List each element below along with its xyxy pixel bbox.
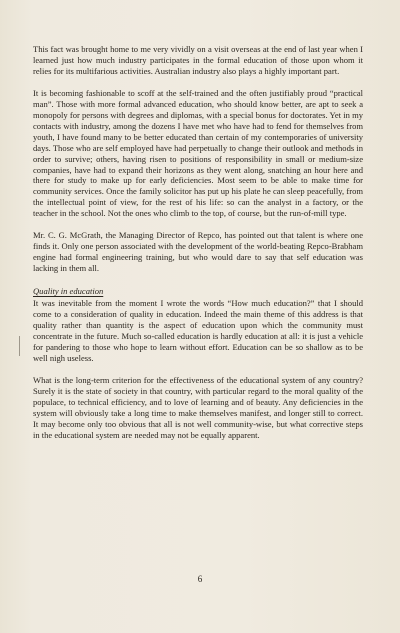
section-heading: Quality in education: [33, 286, 104, 297]
margin-mark: [19, 336, 20, 356]
paragraph-1: This fact was brought home to me very vividly on a visit overseas at the end of last year when I learned just how much industry participates in the formal education of those upon whom it relies for its multifarious activities. Australian industry also plays a highly important part.: [33, 44, 363, 76]
paragraph-2: It is becoming fashionable to scoff at the self-trained and the often justifiably proud “practical man”. Those with more formal advanced education, who should know better, are apt to seek a monopoly for persons with degrees and diplomas, with a special bonus for doctorates. Yet in my contacts with industry, among the dozens I have met who have had to fend for themselves from youth, I have found many to be better educated than certain of my contemporaries of university days. Those who are self employed have had perpetually to change their outlook and methods in order to survive; others, having risen to positions of responsibility in small or medium-size companies, have had to expand their horizons as they went along, snatching an hour here and there for study to make up for early deficiencies. Most seem to be able to make time for community services. Once the family solicitor has put up his plate he can sleep peacefully, from the intellectual point of view, for the rest of his life: so can the analyst in a factory, or the teacher in the school. Not the ones who climb to the top, of course, but the run-of-mill type.: [33, 87, 363, 219]
body-text: [33, 44, 363, 441]
section-paragraph-1: It was inevitable from the moment I wrote the words “How much education?” that I should come to a consideration of quality in education. Indeed the main theme of this address is that quality rather than quantity is the aspect of education upon which the community must concentrate in the future. Much so-called education is hardly education at all: it is just a vehicle for pandering to those who hope to learn without effort. Education can be so shallow as to be well nigh useless.: [33, 298, 363, 363]
page-number: 6: [197, 574, 203, 584]
paragraph-3: Mr. C. G. McGrath, the Managing Director of Repco, has pointed out that talent is where one finds it. Only one person associated with the development of the world-beating Repco-Brabham engine had formal engineering training, but who would dare to say that self education was lacking in them all.: [33, 230, 363, 274]
section-paragraph-2: What is the long-term criterion for the effectiveness of the educational system of any country? Surely it is the state of society in that country, with particular regard to the moral quality of the populace, to technical efficiency, and to love of learning and of beauty. Any deficiencies in the system will obviously take a long time to make themselves manifest, and longer still to correct. It may become only too obvious that all is not well community-wise, but what corrective steps in the educational system are needed may not be equally apparent.: [33, 374, 363, 440]
